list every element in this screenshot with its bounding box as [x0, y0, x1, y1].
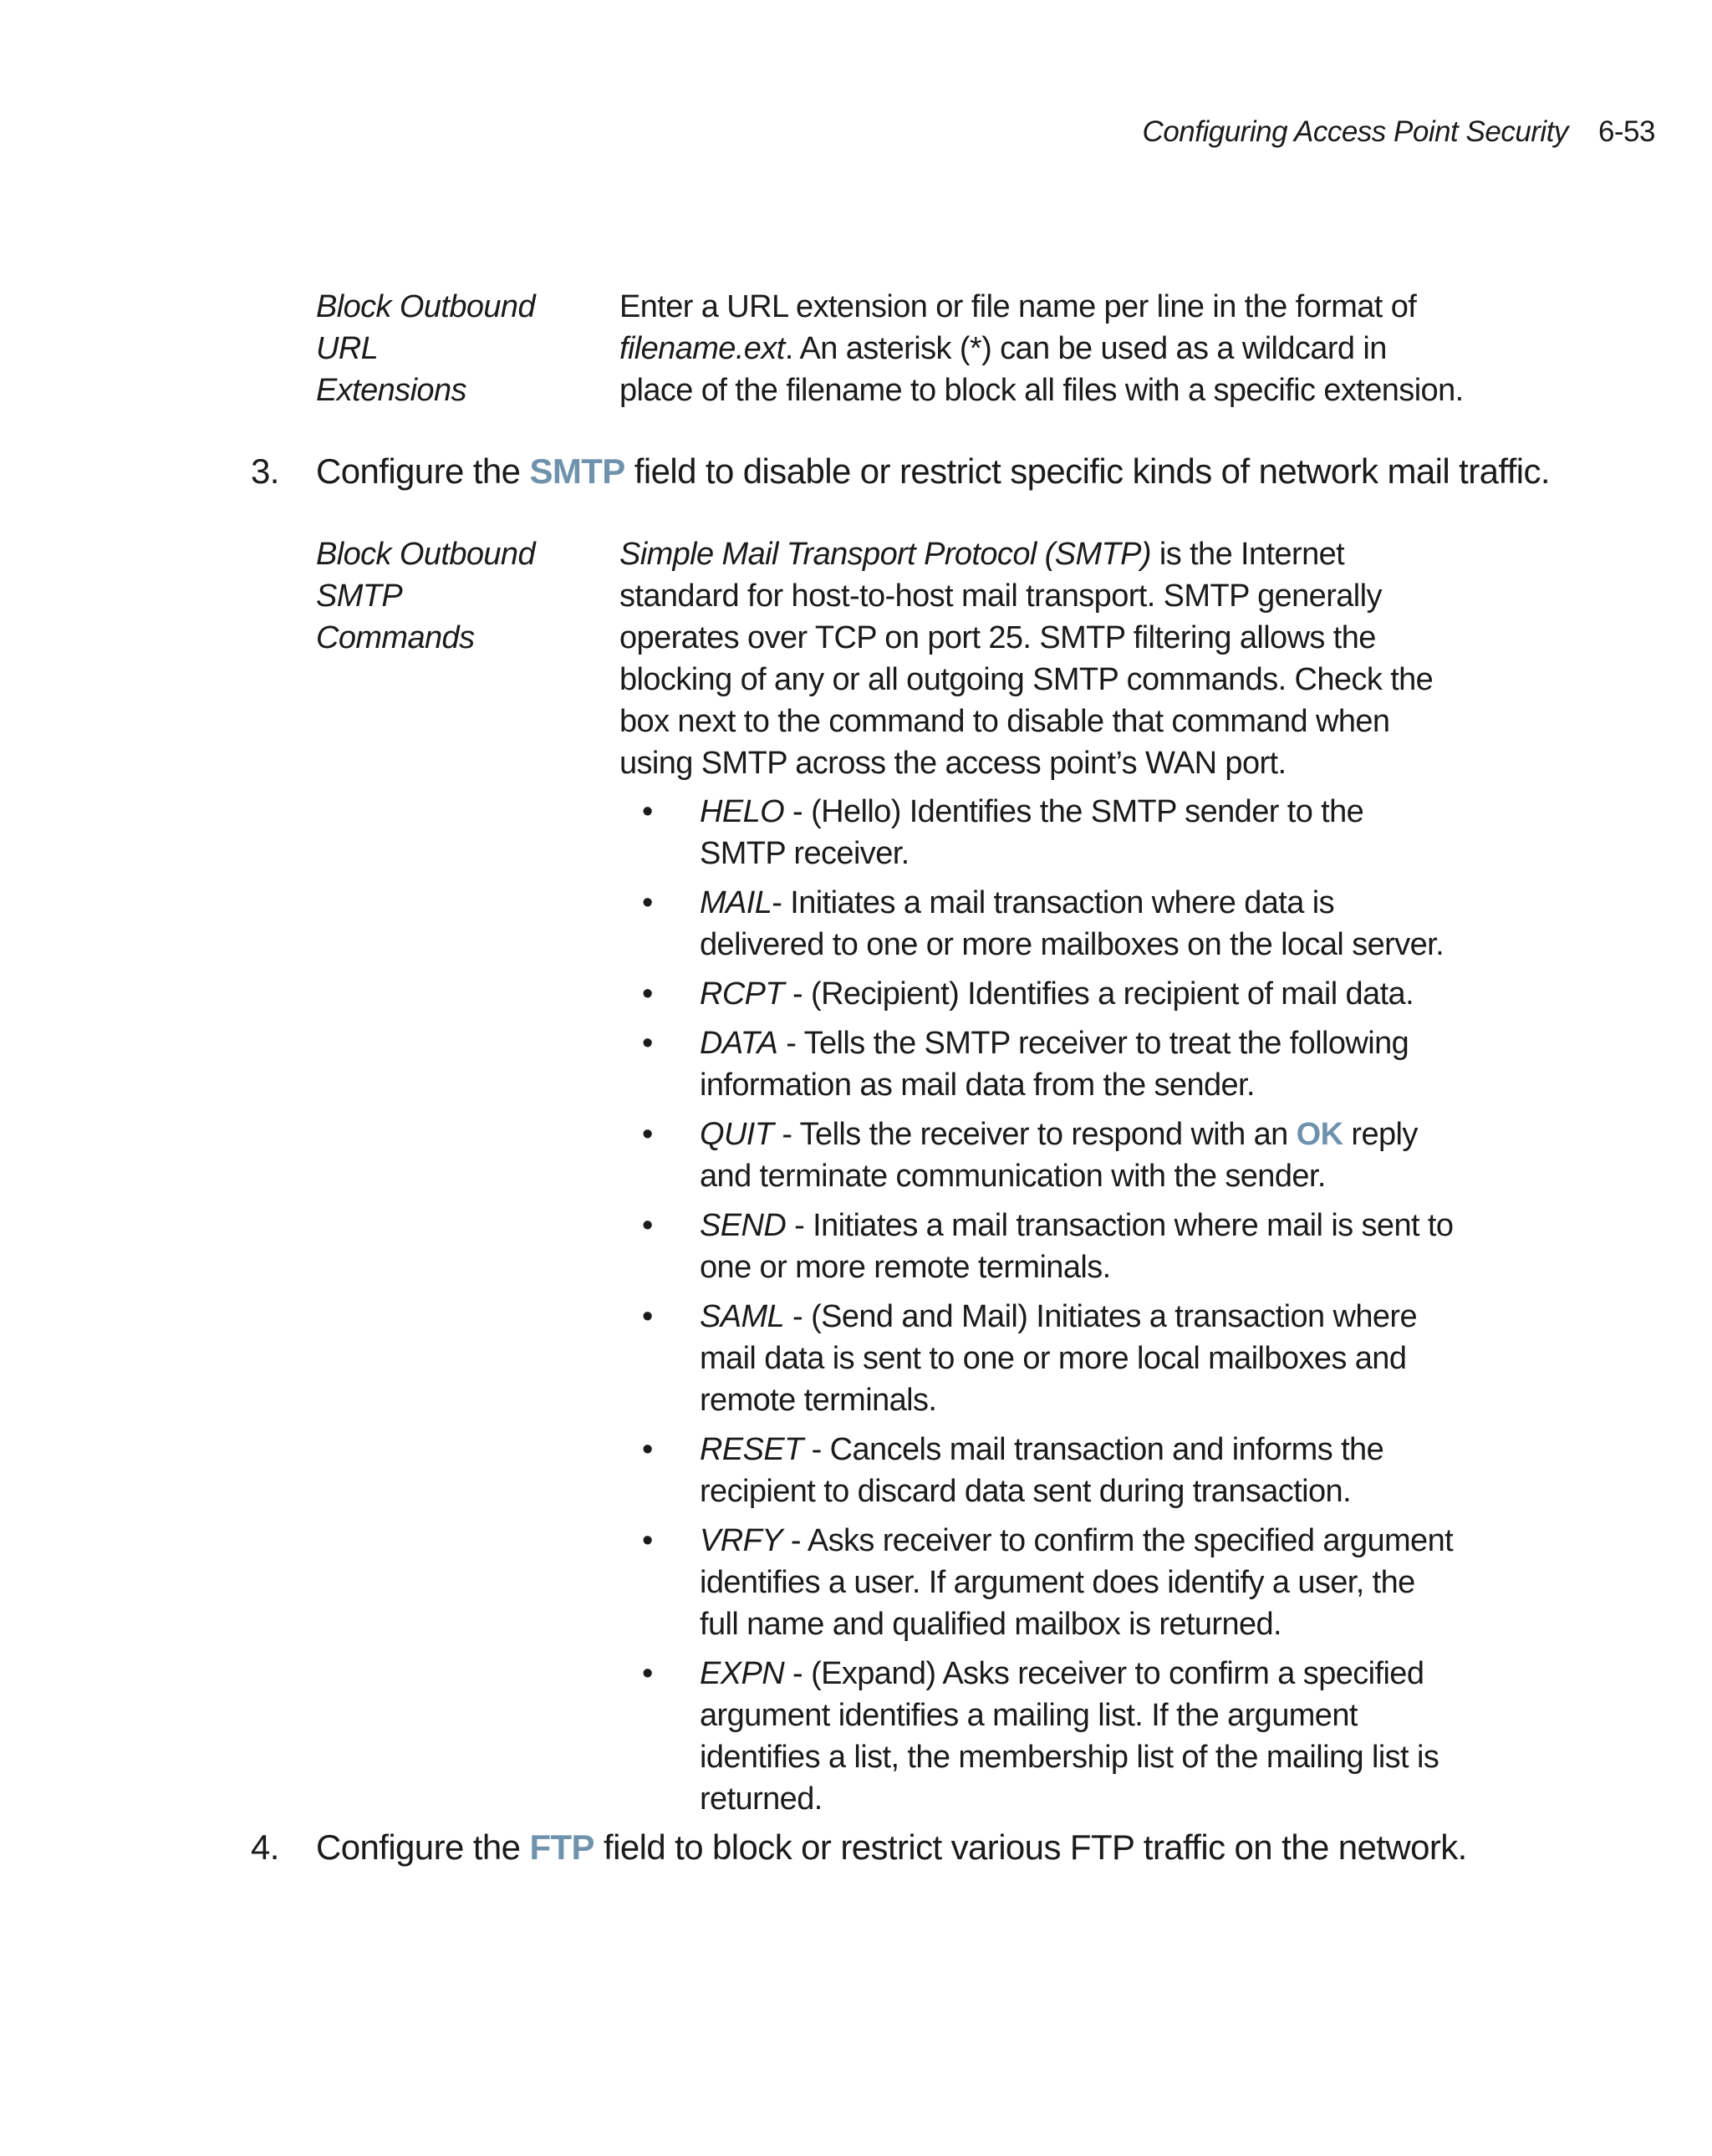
- step-text: field to disable or restrict specific kinds of network mail traffic.: [624, 451, 1550, 491]
- bullet-dot: •: [642, 1432, 653, 1467]
- header-section-title: Configuring Access Point Security: [1142, 115, 1568, 148]
- bullet-dot: •: [642, 1117, 653, 1152]
- command-desc: - Tells the SMTP receiver to treat the following information as mail data from the sender.: [700, 1026, 1409, 1103]
- command-desc: - (Send and Mail) Initiates a transaction where mail data is sent to one or more local mailboxes and remote terminals.: [700, 1299, 1418, 1418]
- bullet-dot: •: [642, 794, 653, 829]
- desc-text: is the Internet standard for host-to-host mail transport. SMTP generally operates over TCP on port 25. SMTP filtering allows the blocking of any or all outgoing SMTP commands. Check the box next to the command to disable that command when using SMTP across the access point’s WAN port.: [619, 537, 1434, 781]
- desc-emphasis: filename.ext: [619, 331, 785, 366]
- command-name: EXPN: [700, 1656, 785, 1691]
- list-item: [619, 1114, 1455, 1197]
- command-desc: - Initiates a mail transaction where mail is sent to one or more remote terminals.: [700, 1208, 1454, 1285]
- definition-term: [316, 286, 604, 411]
- command-desc: - Asks receiver to confirm the specified argument identifies a user. If argument does identify a user, the full name and qualified mailbox is returned.: [700, 1523, 1454, 1642]
- command-name: SAML: [700, 1299, 785, 1334]
- definition-description: [619, 286, 1464, 411]
- step-4: [251, 1824, 1467, 1871]
- command-name: QUIT: [700, 1117, 774, 1152]
- step-highlight: SMTP: [529, 451, 625, 491]
- list-item: [619, 1022, 1455, 1106]
- desc-text: . An asterisk (*) can be used as a wildcard in place of the filename to block all files with a specific extension.: [619, 331, 1464, 408]
- step-3: [251, 448, 1550, 495]
- command-name: RCPT: [700, 976, 785, 1012]
- bullet-dot: •: [642, 1523, 653, 1558]
- bullet-dot: •: [642, 1208, 653, 1243]
- bullet-dot: •: [642, 1299, 653, 1334]
- command-name: DATA: [700, 1026, 778, 1061]
- bullet-dot: •: [642, 976, 653, 1012]
- command-desc: reply and terminate communication with the sender.: [700, 1117, 1418, 1194]
- page-header: [1143, 115, 1655, 149]
- command-desc: - Tells the receiver to respond with an: [773, 1117, 1297, 1152]
- ok-highlight: OK: [1296, 1117, 1343, 1152]
- list-item: [619, 973, 1455, 1015]
- command-desc: - Cancels mail transaction and informs the recipient to discard data sent during transaction.: [700, 1432, 1384, 1509]
- bullet-dot: •: [642, 885, 653, 920]
- list-item: [619, 882, 1455, 966]
- command-desc: - Initiates a mail transaction where data is delivered to one or more mailboxes on the local server.: [700, 885, 1444, 962]
- term-line: Block Outbound SMTP: [316, 537, 535, 614]
- term-line: Block Outbound URL: [316, 289, 535, 366]
- command-name: HELO: [700, 794, 785, 829]
- step-text: Configure the: [316, 1827, 530, 1867]
- step-text: field to block or restrict various FTP traffic on the network.: [594, 1827, 1467, 1867]
- command-name: MAIL: [700, 885, 772, 920]
- page-number: 6-53: [1597, 115, 1655, 148]
- definition-term: [316, 533, 604, 659]
- bullet-dot: •: [642, 1026, 653, 1061]
- list-item: [619, 1205, 1455, 1288]
- step-text: Configure the: [316, 451, 530, 491]
- list-item: [619, 1296, 1455, 1421]
- definition-description: [619, 533, 1464, 784]
- step-number: 4.: [251, 1827, 279, 1867]
- desc-text: Enter a URL extension or file name per line in the format of: [619, 289, 1417, 324]
- command-desc: - (Hello) Identifies the SMTP sender to the SMTP receiver.: [700, 794, 1364, 871]
- smtp-command-list: [619, 791, 1455, 1827]
- command-name: RESET: [700, 1432, 803, 1467]
- command-name: SEND: [700, 1208, 787, 1243]
- step-number: 3.: [251, 451, 279, 491]
- list-item: [619, 1429, 1455, 1512]
- bullet-dot: •: [642, 1656, 653, 1691]
- command-name: VRFY: [700, 1523, 782, 1558]
- step-highlight: FTP: [529, 1827, 594, 1867]
- term-line: Extensions: [316, 373, 466, 408]
- list-item: [619, 1653, 1455, 1820]
- term-line: Commands: [316, 620, 475, 655]
- list-item: [619, 791, 1455, 874]
- command-desc: - (Recipient) Identifies a recipient of mail data.: [784, 976, 1414, 1012]
- list-item: [619, 1520, 1455, 1645]
- command-desc: - (Expand) Asks receiver to confirm a specified argument identifies a mailing list. If the argument identifies a list, the membership list of the mailing list is returned.: [700, 1656, 1439, 1817]
- desc-emphasis: Simple Mail Transport Protocol (SMTP): [619, 537, 1151, 572]
